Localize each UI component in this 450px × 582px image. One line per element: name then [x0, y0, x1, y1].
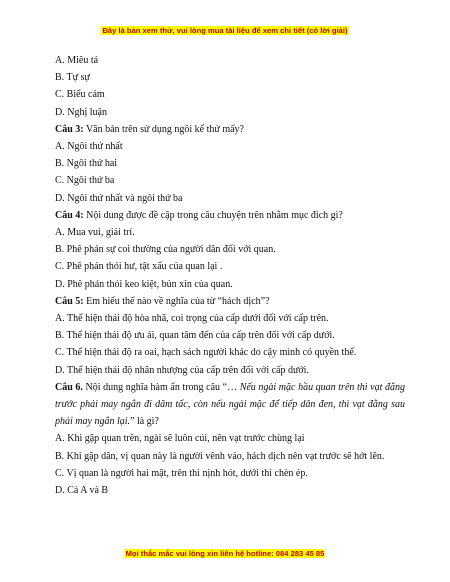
preview-notice-header: Đây là bản xem thử, vui lòng mua tài liệu để xem chi tiết (có lời giải) — [102, 26, 348, 35]
option-6c: C. Vị quan là người hai mặt, trên thì nịnh hót, dưới thì chèn ép. — [55, 467, 308, 479]
option-6b: B. Khi gặp dân, vị quan này là người vênh váo, hách dịch nên vạt trước sẽ hớt lên. — [55, 450, 385, 462]
option-3b: B. Ngôi thứ hai — [55, 158, 118, 170]
option-5b: B. Thể hiện thái độ ưu ái, quan tâm đến của cấp trên đối với cấp dưới. — [55, 330, 335, 342]
question-6-label: Câu 6. — [55, 381, 83, 393]
question-4-text: Nội dung được đề cập trong câu chuyện trên nhằm mục đích gì? — [83, 209, 343, 221]
option-6a: A. Khi gặp quan trên, ngài sẽ luôn cúi, nên vạt trước chùng lại — [55, 433, 305, 445]
option-3d: D. Ngôi thứ nhất và ngôi thứ ba — [55, 192, 183, 204]
option-2b: B. Tự sự — [55, 72, 90, 84]
document-body — [55, 52, 405, 499]
option-2c: C. Biểu cảm — [55, 89, 105, 101]
question-3-label: Câu 3: — [55, 123, 84, 135]
option-3a: A. Ngôi thứ nhất — [55, 141, 123, 153]
hotline-notice-footer: Mọi thắc mắc vui lòng xin liên hệ hotline: 084 283 45 85 — [125, 549, 325, 558]
question-6-text-before: Nội dung nghĩa hàm ẩn trong câu “… — [82, 381, 240, 393]
option-4d: D. Phê phán thói keo kiệt, bủn xỉn của quan. — [55, 278, 233, 290]
option-4a: A. Mua vui, giải trí. — [55, 227, 135, 239]
question-6 — [55, 379, 405, 431]
option-4c: C. Phê phán thói hư, tật xấu của quan lại . — [55, 261, 223, 273]
option-5d: D. Thể hiện thái độ nhân nhượng của cấp trên đối với cấp dưới. — [55, 364, 309, 376]
option-2a: A. Miêu tả — [55, 55, 99, 66]
option-2d: D. Nghị luận — [55, 106, 107, 118]
option-6d: D. Cả A và B — [55, 485, 109, 497]
question-3 — [55, 121, 405, 138]
option-5a: A. Thể hiện thái độ hòa nhã, coi trọng của cấp dưới đối với cấp trên. — [55, 313, 329, 325]
question-5-text: Em hiểu thế nào về nghĩa của từ “hách dịch”? — [83, 295, 270, 307]
question-4-label: Câu 4: — [55, 209, 84, 221]
question-6-text-after: ” là gì? — [130, 416, 159, 428]
option-4b: B. Phê phán sự coi thường của người dân đối với quan. — [55, 244, 276, 256]
question-5 — [55, 293, 405, 310]
question-6-quote: Nếu ngài mặc hầu quan trên thì vạt đằng trước phải may ngắn đi dăm tấc, còn nếu ngài mặc để tiếp dân đen, thì vạt đằng sau phải may ngắn lại. — [55, 381, 405, 428]
question-4 — [55, 207, 405, 224]
question-5-label: Câu 5: — [55, 295, 84, 307]
question-3-text: Văn bản trên sử dụng ngôi kể thứ mấy? — [83, 123, 244, 135]
option-3c: C. Ngôi thứ ba — [55, 175, 115, 187]
option-5c: C. Thể hiện thái độ ra oai, hạch sách người khác do cậy mình có quyền thế. — [55, 347, 357, 359]
